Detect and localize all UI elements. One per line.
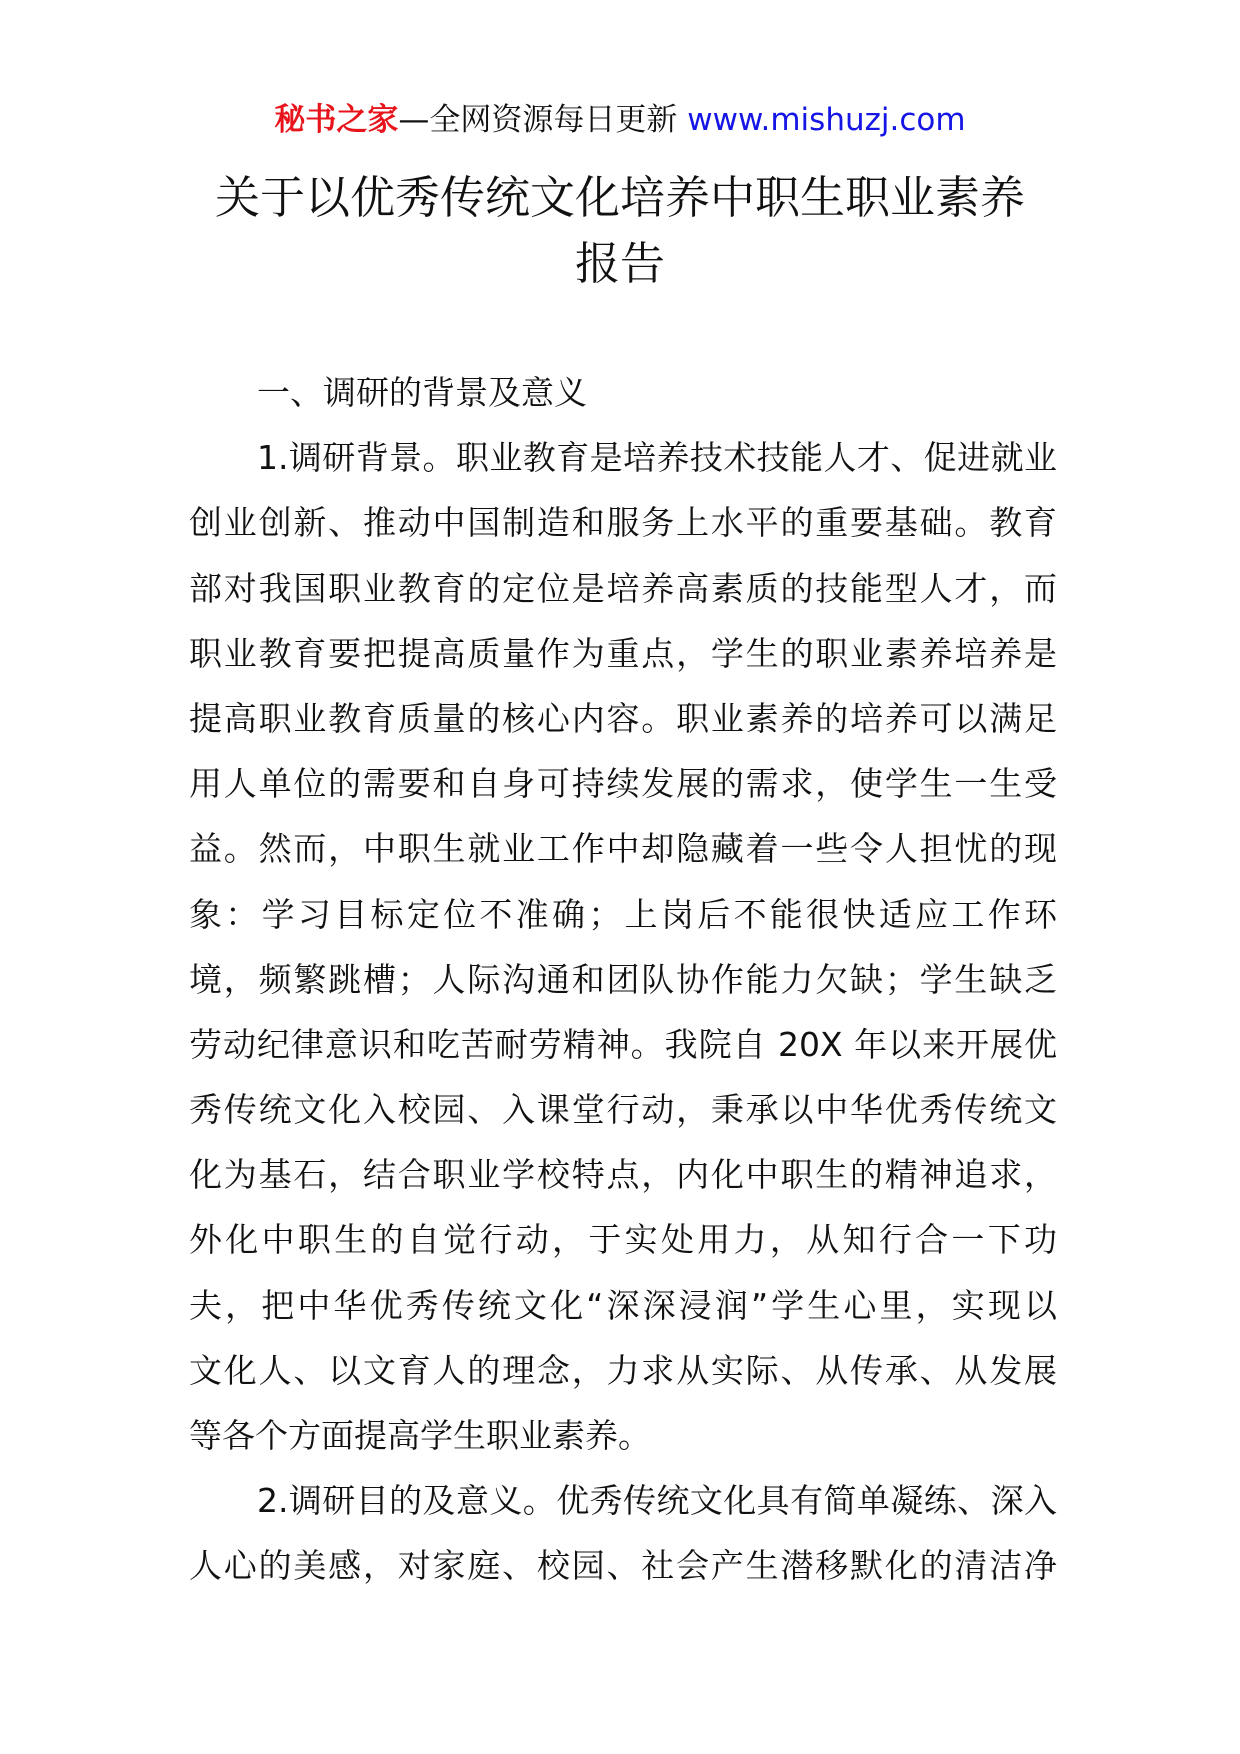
section-heading: 一、调研的背景及意义 [257, 373, 587, 412]
brand-name: 秘书之家 [274, 102, 399, 138]
paragraph [189, 425, 1057, 1468]
document-body [189, 360, 1057, 1599]
text-line: 境，频繁跳槽；人际沟通和团队协作能力欠缺；学生缺乏 [189, 959, 1057, 999]
text-line: 用人单位的需要和自身可持续发展的需求，使学生一生受 [189, 764, 1057, 804]
text-line: 化为基石，结合职业学校特点，内化中职生的精神追求， [189, 1155, 1057, 1195]
text-line: 等各个方面提高学生职业素养。 [189, 1416, 651, 1455]
title-line-2: 报告 [574, 237, 665, 290]
text-line: 益。然而，中职生就业工作中却隐藏着一些令人担忧的现 [189, 829, 1057, 869]
text-line: 秀传统文化入校园、入课堂行动，秉承以中华优秀传统文 [189, 1090, 1057, 1130]
text-line: 劳动纪律意识和吃苦耐劳精神。我院自 20X 年以来开展优 [189, 1024, 1057, 1064]
site-url-link[interactable]: www.mishuzj.com [687, 102, 966, 138]
text-line: 职业教育要把提高质量作为重点，学生的职业素养培养是 [189, 633, 1057, 673]
text-line: 象：学习目标定位不准确；上岗后不能很快适应工作环 [189, 894, 1057, 934]
text-line: 外化中职生的自觉行动，于实处用力，从知行合一下功 [189, 1220, 1057, 1260]
paragraph [189, 1468, 1057, 1598]
text-line: 人心的美感，对家庭、校园、社会产生潜移默化的清洁净 [189, 1546, 1057, 1586]
title-line-1: 关于以优秀传统文化培养中职生职业素养 [214, 171, 1025, 224]
text-line: 部对我国职业教育的定位是培养高素质的技能型人才，而 [189, 568, 1057, 608]
text-line: 2.调研目的及意义。优秀传统文化具有简单凝练、深入 [257, 1481, 1057, 1521]
text-line: 创业创新、推动中国制造和服务上水平的重要基础。教育 [189, 503, 1057, 543]
text-line: 文化人、以文育人的理念，力求从实际、从传承、从发展 [189, 1350, 1057, 1390]
text-line: 1.调研背景。职业教育是培养技术技能人才、促进就业 [257, 438, 1057, 478]
text-line: 提高职业教育质量的核心内容。职业素养的培养可以满足 [189, 698, 1057, 738]
site-banner [0, 100, 1240, 140]
text-line: 夫，把中华优秀传统文化“深深浸润”学生心里，实现以 [189, 1285, 1057, 1325]
slogan: —全网资源每日更新 [398, 102, 688, 138]
document-title [150, 165, 1090, 297]
